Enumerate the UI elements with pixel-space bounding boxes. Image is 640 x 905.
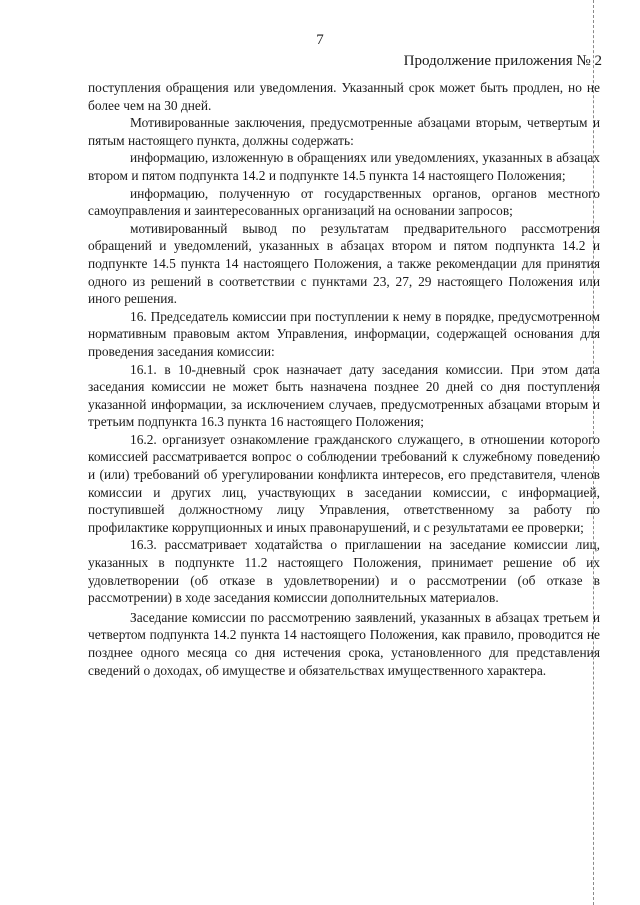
document-body xyxy=(88,79,600,679)
paragraph-info-from-appeals: информацию, изложенную в обращениях или уведомлениях, указанных в абзацах втором и пятом подпункта 14.2 и подпункте 14.5 пункта 14 настоящего Положения; xyxy=(88,150,600,183)
paragraph-item-16-3: 16.3. рассматривает ходатайства о приглашении на заседание комиссии лиц, указанных в подпункте 11.2 настоящего Положения, принимает решение об их удовлетворении (об отказе в удовлетворении) и о рассмотрении (об отказе в рассмотрении) в ходе заседания комиссии дополнительных материалов. xyxy=(88,537,600,606)
paragraph-meeting-on-applications: Заседание комиссии по рассмотрению заявлений, указанных в абзацах третьем и четвертом подпункта 14.2 пункта 14 настоящего Положения, как правило, проводится не позднее одного месяца со дня истечения срока, установленного для представления сведений о доходах, об имуществе и обязательствах имущественного характера. xyxy=(88,609,600,678)
paragraph-reasoned-conclusions: Мотивированные заключения, предусмотренные абзацами вторым, четвертым и пятым настоящего пункта, должны содержать: xyxy=(88,115,600,148)
appendix-continuation-note: Продолжение приложения № 2 xyxy=(403,53,602,69)
paragraph-info-from-authorities: информацию, полученную от государственных органов, органов местного самоуправления и заинтересованных организаций на основании запросов; xyxy=(88,185,600,219)
page-number: 7 xyxy=(316,32,324,48)
paragraph-item-16-1: 16.1. в 10-дневный срок назначает дату заседания комиссии. При этом дата заседания комиссии не может быть назначена позднее 20 дней со дня поступления указанной информации, за исключением случаев, предусмотренных абзацами вторым и третьим подпункта 16.3 пункта 16 настоящего Положения; xyxy=(88,361,600,430)
paragraph-term-extension: поступления обращения или уведомления. Указанный срок может быть продлен, но не более чем на 30 дней. xyxy=(88,80,600,113)
paragraph-item-16-2: 16.2. организует ознакомление гражданского служащего, в отношении которого комиссией рассматривается вопрос о соблюдении требований к служебному поведению и (или) требований об урегулировании конфликта интересов, его представителя, членов комиссии и других лиц, участвующих в заседании комиссии, с информацией, поступившей должностному лицу Управления, ответственному за работу по профилактике коррупционных и иных правонарушений, и с результатами ее проверки; xyxy=(88,431,600,535)
paragraph-item-16: 16. Председатель комиссии при поступлении к нему в порядке, предусмотренном нормативным правовым актом Управления, информации, содержащей основания для проведения заседания комиссии: xyxy=(88,308,600,359)
paragraph-reasoned-conclusion-result: мотивированный вывод по результатам предварительного рассмотрения обращений и уведомлений, указанных в абзацах втором и пятом подпункта 14.2 и подпункте 14.5 пункта 14 настоящего Положения, а также рекомендации для принятия одного из решений в соответствии с пунктами 23, 27, 29 настоящего Положения или иного решения. xyxy=(88,220,600,307)
